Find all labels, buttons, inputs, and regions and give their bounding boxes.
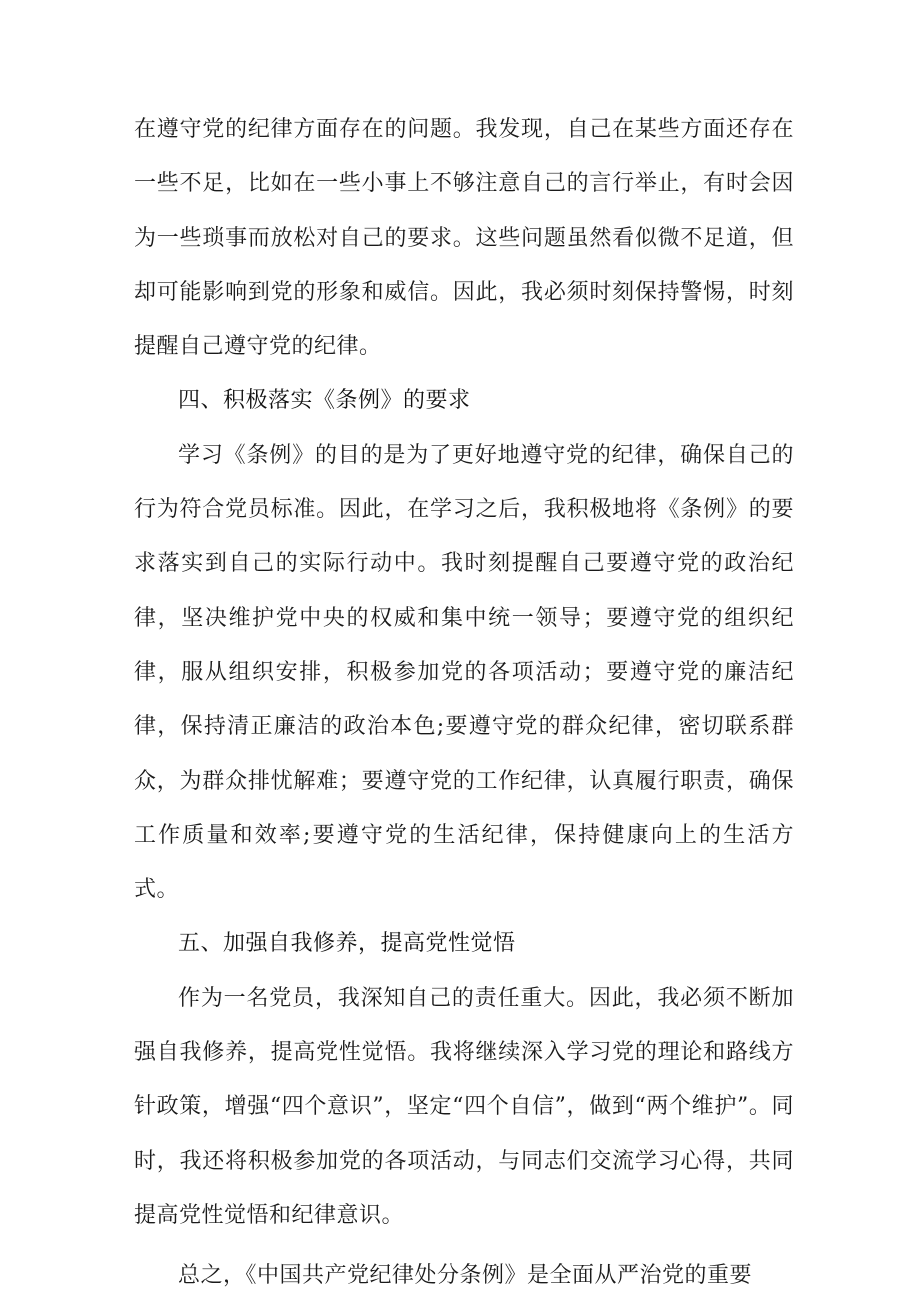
section-heading-5: 五、加强自我修养，提高党性觉悟 xyxy=(178,931,516,957)
paragraph-conclusion: 总之，《中国共产党纪律处分条例》是全面从严治党的重要 xyxy=(178,1263,753,1289)
section-heading-4: 四、积极落实《条例》的要求 xyxy=(178,388,471,414)
paragraph-continuation: 在遵守党的纪律方面存在的问题。我发现，自己在某些方面还存在一些不足，比如在一些小事上不够注意自己的言行举止，有时会因为一些琐事而放松对自己的要求。这些问题虽然看似微不足道，但却可能影响到党的形象和威信。因此，我必须时刻保持警惕，时刻提醒自己遵守党的纪律。 xyxy=(134,117,794,360)
document-body xyxy=(134,103,794,1304)
paragraph-section-5: 作为一名党员，我深知自己的责任重大。因此，我必须不断加强自我修养，提高党性觉悟。我将继续深入学习党的理论和路线方针政策，增强“四个意识”，坚定“四个自信”，做到“两个维护”。同时，我还将积极参加党的各项活动，与同志们交流学习心得，共同提高党性觉悟和纪律意识。 xyxy=(134,985,794,1228)
paragraph-section-4: 学习《条例》的目的是为了更好地遵守党的纪律，确保自己的行为符合党员标准。因此，在学习之后，我积极地将《条例》的要求落实到自己的实际行动中。我时刻提醒自己要遵守党的政治纪律，坚决维护党中央的权威和集中统一领导；要遵守党的组织纪律，服从组织安排，积极参加党的各项活动；要遵守党的廉洁纪律，保持清正廉洁的政治本色;要遵守党的群众纪律，密切联系群众，为群众排忧解难；要遵守党的工作纪律，认真履行职责，确保工作质量和效率;要遵守党的生活纪律，保持健康向上的生活方式。 xyxy=(134,442,794,903)
